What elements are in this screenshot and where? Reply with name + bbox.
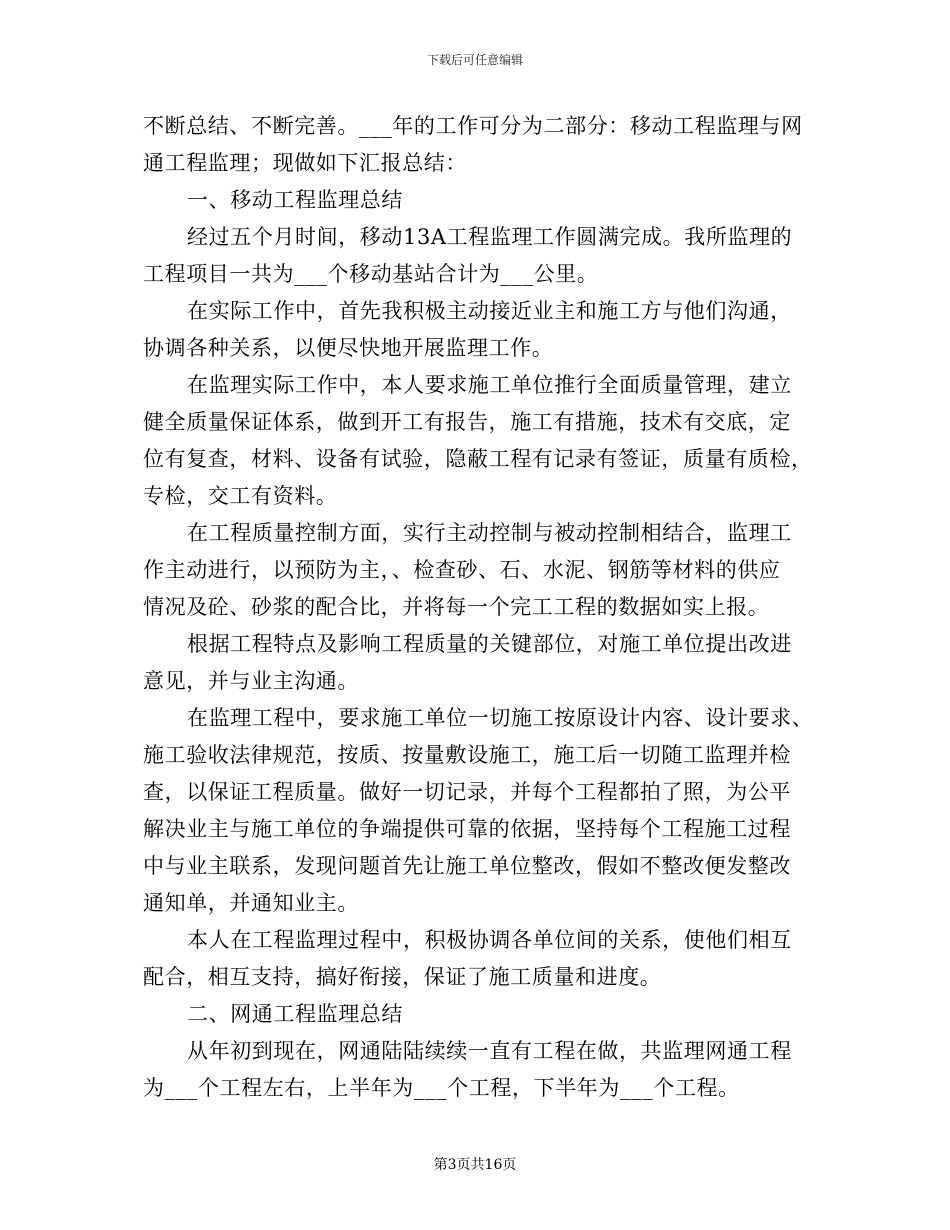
- text-line: 配合，相互支持，搞好衔接，保证了施工质量和进度。: [143, 965, 662, 989]
- text-line: 本人在工程监理过程中，积极协调各单位间的关系，使他们相互: [187, 928, 792, 952]
- text-line: 作主动进行，以预防为主，、检查砂、石、水泥、钢筋等材料的供应: [143, 558, 781, 582]
- text-line: 协调各种关系，以便尽快地开展监理工作。: [143, 336, 554, 360]
- text-line: 在实际工作中，首先我积极主动接近业主和施工方与他们沟通，: [187, 299, 792, 323]
- text-line: 在工程质量控制方面，实行主动控制与被动控制相结合，监理工: [187, 521, 792, 545]
- text-line: 意见，并与业主沟通。: [143, 669, 359, 693]
- text-line: 为___个工程左右，上半年为___个工程，下半年为___个工程。: [143, 1076, 740, 1100]
- document-body: [143, 108, 814, 1107]
- text-line: 二、网通工程监理总结: [187, 1002, 403, 1026]
- text-line: 一、移动工程监理总结: [187, 188, 403, 212]
- text-line: 不断总结、不断完善。___年的工作可分为二部分：移动工程监理与网: [143, 114, 803, 138]
- text-line: 在监理实际工作中，本人要求施工单位推行全面质量管理，建立: [187, 373, 792, 397]
- page-number: 第3页共16页: [433, 1157, 517, 1173]
- text-line: 健全质量保证体系，做到开工有报告，施工有措施，技术有交底，定: [143, 410, 791, 434]
- text-line: 施工验收法律规范，按质、按量敷设施工，施工后一切随工监理并检: [143, 743, 791, 767]
- text-line: 经过五个月时间，移动13A工程监理工作圆满完成。我所监理的: [187, 225, 793, 249]
- text-line: 通知单，并通知业主。: [143, 891, 359, 915]
- text-line: 中与业主联系，发现问题首先让施工单位整改，假如不整改便发整改: [143, 854, 791, 878]
- text-line: 通工程监理；现做如下汇报总结：: [143, 151, 467, 175]
- text-line: 情况及砼、砂浆的配合比，并将每一个完工工程的数据如实上报。: [143, 595, 770, 619]
- text-line: 解决业主与施工单位的争端提供可靠的依据，坚持每个工程施工过程: [143, 817, 791, 841]
- text-line: 工程项目一共为___个移动基站合计为___公里。: [143, 262, 599, 286]
- text-line: 专检，交工有资料。: [143, 484, 338, 508]
- text-line: 查，以保证工程质量。做好一切记录，并每个工程都拍了照，为公平: [143, 780, 791, 804]
- text-line: 位有复查，材料、设备有试验，隐蔽工程有记录有签证，质量有质检，: [143, 447, 813, 471]
- text-line: 在监理工程中，要求施工单位一切施工按原设计内容、设计要求、: [187, 706, 814, 730]
- page-header: 下载后可任意编辑: [426, 53, 523, 67]
- text-line: 从年初到现在，网通陆陆续续一直有工程在做，共监理网通工程: [187, 1039, 792, 1063]
- text-line: 根据工程特点及影响工程质量的关键部位，对施工单位提出改进: [187, 632, 792, 656]
